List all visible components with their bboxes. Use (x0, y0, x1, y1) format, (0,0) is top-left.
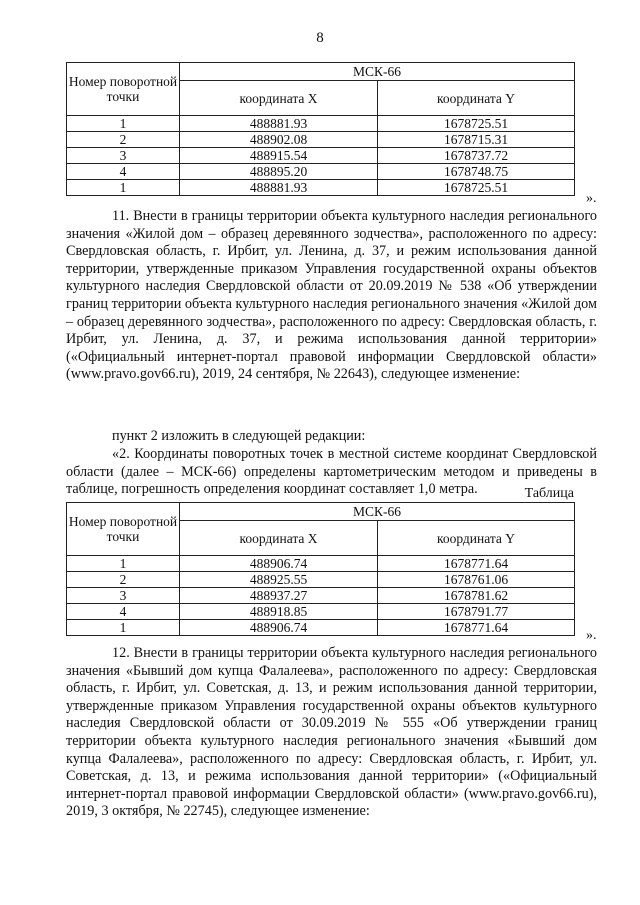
point-number: 3 (67, 148, 180, 164)
coord-x: 488906.74 (180, 556, 378, 572)
header-coordinate-system: МСК-66 (180, 503, 575, 521)
point-number: 1 (67, 116, 180, 132)
point-number: 1 (67, 556, 180, 572)
table-row (67, 556, 575, 572)
table-row (67, 164, 575, 180)
coordinates-table-2 (66, 502, 575, 636)
table-caption: Таблица (524, 486, 574, 501)
coordinates-table-1 (66, 62, 575, 196)
table-row (67, 604, 575, 620)
quote-close-1: ». (586, 191, 597, 206)
coord-y: 1678791.77 (378, 604, 575, 620)
coord-x: 488915.54 (180, 148, 378, 164)
coord-y: 1678761.06 (378, 572, 575, 588)
header-coordinate-system: МСК-66 (180, 63, 575, 81)
table-row (67, 572, 575, 588)
point-number: 3 (67, 588, 180, 604)
coord-x: 488881.93 (180, 180, 378, 196)
quote-close-2: ». (586, 628, 597, 643)
table-row (67, 588, 575, 604)
coord-y: 1678715.31 (378, 132, 575, 148)
coord-x: 488925.55 (180, 572, 378, 588)
point-number: 4 (67, 164, 180, 180)
table-row (67, 116, 575, 132)
header-y: координата Y (378, 521, 575, 556)
page-number: 8 (316, 30, 324, 46)
point-number: 1 (67, 620, 180, 636)
coord-x: 488937.27 (180, 588, 378, 604)
table-row (67, 148, 575, 164)
coord-y: 1678737.72 (378, 148, 575, 164)
coord-y: 1678725.51 (378, 116, 575, 132)
header-x: координата X (180, 521, 378, 556)
coord-x: 488895.20 (180, 164, 378, 180)
table-row (67, 132, 575, 148)
point-number: 1 (67, 180, 180, 196)
coord-y: 1678781.62 (378, 588, 575, 604)
paragraph-11: 11. Внести в границы территории объекта культурного наследия регионального значения «Жилой дом – образец деревянного зодчества», расположенного по адресу: Свердловская область, г. Ирбит, ул. Ленина, д. 37, и режим использования данной территории, утвержденные приказом Управления государственной охраны объектов культурного наследия Свердловской области от 20.09.2019 № 538 «Об утверждении границ территории объекта культурного наследия регионального значения «Жилой дом – образец деревянного зодчества», расположенного по адресу: Свердловская область, г. Ирбит, ул. Ленина, д. 37, и режима использования данной территории» («Официальный интернет-портал правовой информации Свердловской области» (www.pravo.gov66.ru), 2019, 24 сентября, № 22643), следующее изменение: (66, 208, 597, 383)
point-number: 2 (67, 132, 180, 148)
coord-x: 488881.93 (180, 116, 378, 132)
paragraph-quote: «2. Координаты поворотных точек в местной системе координат Свердловской области (далее – МСК-66) определены картометрическим методом и приведены в таблице, погрешность определения координат составляет 1,0 метра. (66, 446, 597, 498)
coord-y: 1678771.64 (378, 620, 575, 636)
header-x: координата X (180, 81, 378, 116)
point-number: 4 (67, 604, 180, 620)
coord-x: 488918.85 (180, 604, 378, 620)
header-point-number: Номер поворотной точки (67, 503, 180, 556)
paragraph-12: 12. Внести в границы территории объекта культурного наследия регионального значения «Бывший дом купца Фалалеева», расположенного по адресу: Свердловская область, г. Ирбит, ул. Советская, д. 13, и режим использования данной территории, утвержденные приказом Управления государственной охраны объектов культурного наследия Свердловской области от 30.09.2019 № 555 «Об утверждении границ территории объекта культурного наследия регионального значения «Бывший дом купца Фалалеева», расположенного по адресу: Свердловская область, г. Ирбит, ул. Советская, д. 13, и режима использования данной территории» («Официальный интернет-портал правовой информации Свердловской области» (www.pravo.gov66.ru), 2019, 3 октября, № 22745), следующее изменение: (66, 645, 597, 820)
coord-y: 1678725.51 (378, 180, 575, 196)
header-point-number: Номер поворотной точки (67, 63, 180, 116)
paragraph-point-2: пункт 2 изложить в следующей редакции: (112, 428, 366, 444)
coord-y: 1678771.64 (378, 556, 575, 572)
coord-x: 488906.74 (180, 620, 378, 636)
coord-y: 1678748.75 (378, 164, 575, 180)
coord-x: 488902.08 (180, 132, 378, 148)
header-y: координата Y (378, 81, 575, 116)
table-row (67, 180, 575, 196)
table-row (67, 620, 575, 636)
point-number: 2 (67, 572, 180, 588)
